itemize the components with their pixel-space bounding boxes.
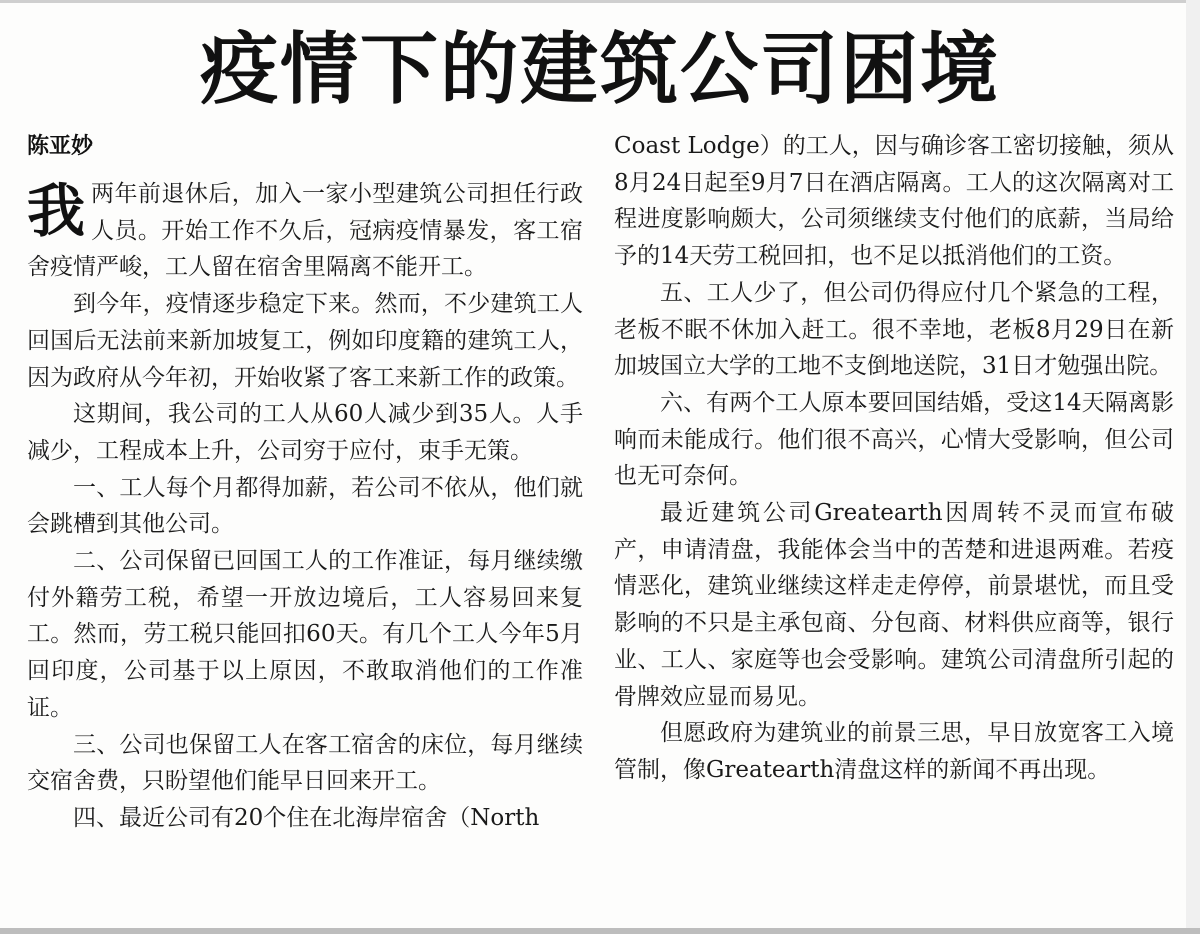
paragraph-2: 到今年，疫情逐步稳定下来。然而，不少建筑工人回国后无法前来新加坡复工，例如印度籍的建筑工人，因为政府从今年初，开始收紧了客工来新工作的政策。 (27, 291, 583, 391)
paragraph-5: 二、公司保留已回国工人的工作准证，每月继续缴付外籍劳工税，希望一开放边境后，工人容易回来复工。然而，劳工税只能回扣60天。有几个工人今年5月回印度，公司基于以上原因，不敢取消他们的工作准证。 (27, 548, 583, 721)
paragraph-3: 这期间，我公司的工人从60人减少到35人。人手减少，工程成本上升，公司穷于应付，束手无策。 (27, 401, 583, 464)
paragraph-1-text: 两年前退休后，加入一家小型建筑公司担任行政人员。开始工作不久后，冠病疫情暴发，客工宿舍疫情严峻，工人留在宿舍里隔离不能开工。 (27, 181, 583, 281)
top-divider (0, 0, 1200, 3)
author-byline: 陈亚妙 (27, 134, 94, 159)
right-column (614, 128, 1174, 789)
paragraph-1 (27, 176, 583, 286)
paragraph-10: 最近建筑公司Greatearth因周转不灵而宣布破产，申请清盘，我能体会当中的苦楚和进退两难。若疫情恶化，建筑业继续这样走走停停，前景堪忧，而且受影响的不只是主承包商、分包商、材料供应商等，银行业、工人、家庭等也会受影响。建筑公司清盘所引起的骨牌效应显而易见。 (614, 500, 1174, 710)
paragraph-8: 五、工人少了，但公司仍得应付几个紧急的工程，老板不眠不休加入赶工。很不幸地，老板8月29日在新加坡国立大学的工地不支倒地送院，31日才勉强出院。 (614, 279, 1174, 380)
headline: 疫情下的建筑公司困境 (199, 25, 1000, 115)
paragraph-9: 六、有两个工人原本要回国结婚，受这14天隔离影响而未能成行。他们很不高兴，心情大受影响，但公司也无可奈何。 (614, 389, 1174, 490)
drop-cap: 我 (27, 177, 86, 245)
paragraph-6: 三、公司也保留工人在客工宿舍的床位，每月继续交宿舍费，只盼望他们能早日回来开工。 (27, 731, 583, 795)
page-edge (1186, 0, 1200, 934)
paragraph-7-continued: Coast Lodge）的工人，因与确诊客工密切接触，须从8月24日起至9月7日在酒店隔离。工人的这次隔离对工程进度影响颇大，公司须继续支付他们的底薪，当局给予的14天劳工税回扣，也不足以抵消他们的工资。 (614, 133, 1174, 270)
paragraph-11: 但愿政府为建筑业的前景三思，早日放宽客工入境管制，像Greatearth清盘这样的新闻不再出现。 (614, 720, 1174, 783)
paragraph-7: 四、最近公司有20个住在北海岸宿舍（North (73, 804, 540, 831)
left-column (27, 176, 583, 837)
bottom-scroll-edge (0, 928, 1200, 934)
paragraph-4: 一、工人每个月都得加薪，若公司不依从，他们就会跳槽到其他公司。 (27, 474, 583, 538)
